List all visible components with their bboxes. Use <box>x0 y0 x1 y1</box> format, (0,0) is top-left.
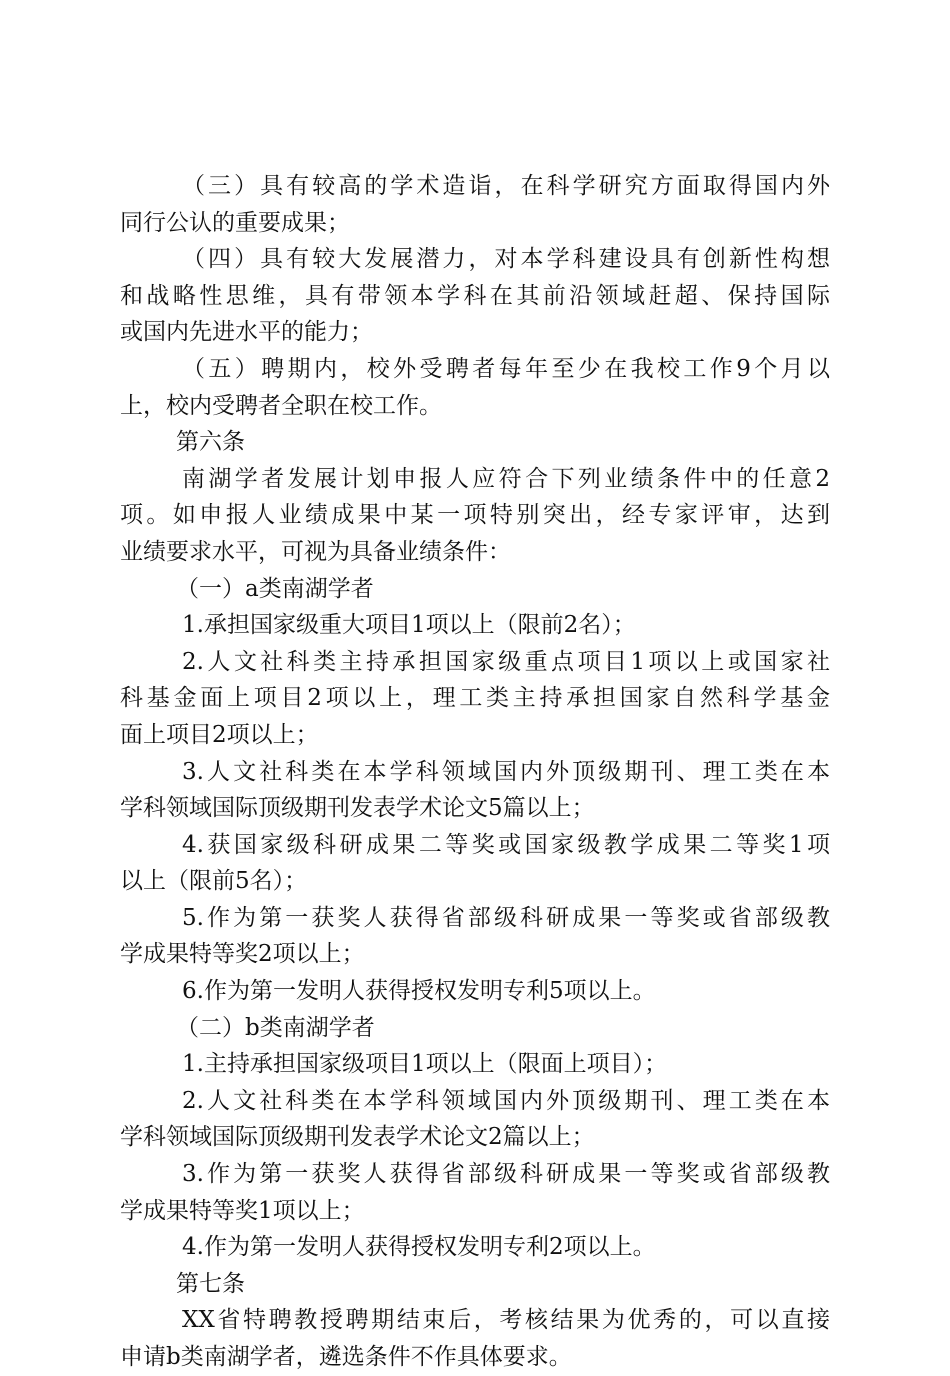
text-line: 学成果特等奖1项以上； <box>120 1197 365 1224</box>
text-line: （五）聘期内，校外受聘者每年至少在我校工作9个月以 <box>182 355 830 382</box>
text-line: 5.作为第一获奖人获得省部级科研成果一等奖或省部级教 <box>182 904 830 931</box>
text-line: 3.作为第一获奖人获得省部级科研成果一等奖或省部级教 <box>182 1161 830 1188</box>
text-line: 1.主持承担国家级项目1项以上（限面上项目）； <box>182 1051 668 1078</box>
text-line: 或国内先进水平的能力； <box>120 319 373 346</box>
text-line: 2.人文社科类在本学科领域国内外顶级期刊、理工类在本 <box>182 1087 830 1114</box>
text-line: （一）a类南湖学者 <box>176 575 374 602</box>
text-line: XX省特聘教授聘期结束后，考核结果为优秀的，可以直接 <box>182 1307 830 1334</box>
text-line: 6.作为第一发明人获得授权发明专利5项以上。 <box>182 978 656 1005</box>
text-line: 学科领域国际顶级期刊发表学术论文2篇以上； <box>120 1124 595 1151</box>
text-line: 学成果特等奖2项以上； <box>120 941 365 968</box>
text-line: 以上（限前5名）； <box>120 868 308 895</box>
text-line: 南湖学者发展计划申报人应符合下列业绩条件中的任意2 <box>182 465 830 492</box>
document-body <box>120 168 830 1376</box>
text-line: 1.承担国家级重大项目1项以上（限前2名）； <box>182 612 636 639</box>
text-line: 面上项目2项以上； <box>120 721 319 748</box>
text-line: 4.作为第一发明人获得授权发明专利2项以上。 <box>182 1234 656 1261</box>
text-line: 第七条 <box>176 1270 245 1297</box>
text-line: （三）具有较高的学术造诣，在科学研究方面取得国内外 <box>182 173 830 199</box>
text-line: （四）具有较大发展潜力，对本学科建设具有创新性构想 <box>182 246 830 273</box>
text-line: 学科领域国际顶级期刊发表学术论文5篇以上； <box>120 795 595 822</box>
text-line: 上，校内受聘者全职在校工作。 <box>120 392 442 419</box>
text-line: 3.人文社科类在本学科领域国内外顶级期刊、理工类在本 <box>182 758 830 785</box>
text-line: 4.获国家级科研成果二等奖或国家级教学成果二等奖1项 <box>182 831 830 858</box>
text-line: 业绩要求水平，可视为具备业绩条件： <box>120 538 511 565</box>
text-line: （二）b类南湖学者 <box>176 1014 375 1041</box>
text-line: 项。如申报人业绩成果中某一项特别突出，经专家评审，达到 <box>120 502 830 529</box>
text-line: 申请b类南湖学者，遴选条件不作具体要求。 <box>120 1344 572 1370</box>
text-line: 科基金面上项目2项以上，理工类主持承担国家自然科学基金 <box>120 685 830 712</box>
text-line: 同行公认的重要成果； <box>120 209 350 236</box>
text-line: 和战略性思维，具有带领本学科在其前沿领域赶超、保持国际 <box>120 282 830 309</box>
text-line: 第六条 <box>176 429 245 456</box>
text-line: 2.人文社科类主持承担国家级重点项目1项以上或国家社 <box>182 648 830 675</box>
